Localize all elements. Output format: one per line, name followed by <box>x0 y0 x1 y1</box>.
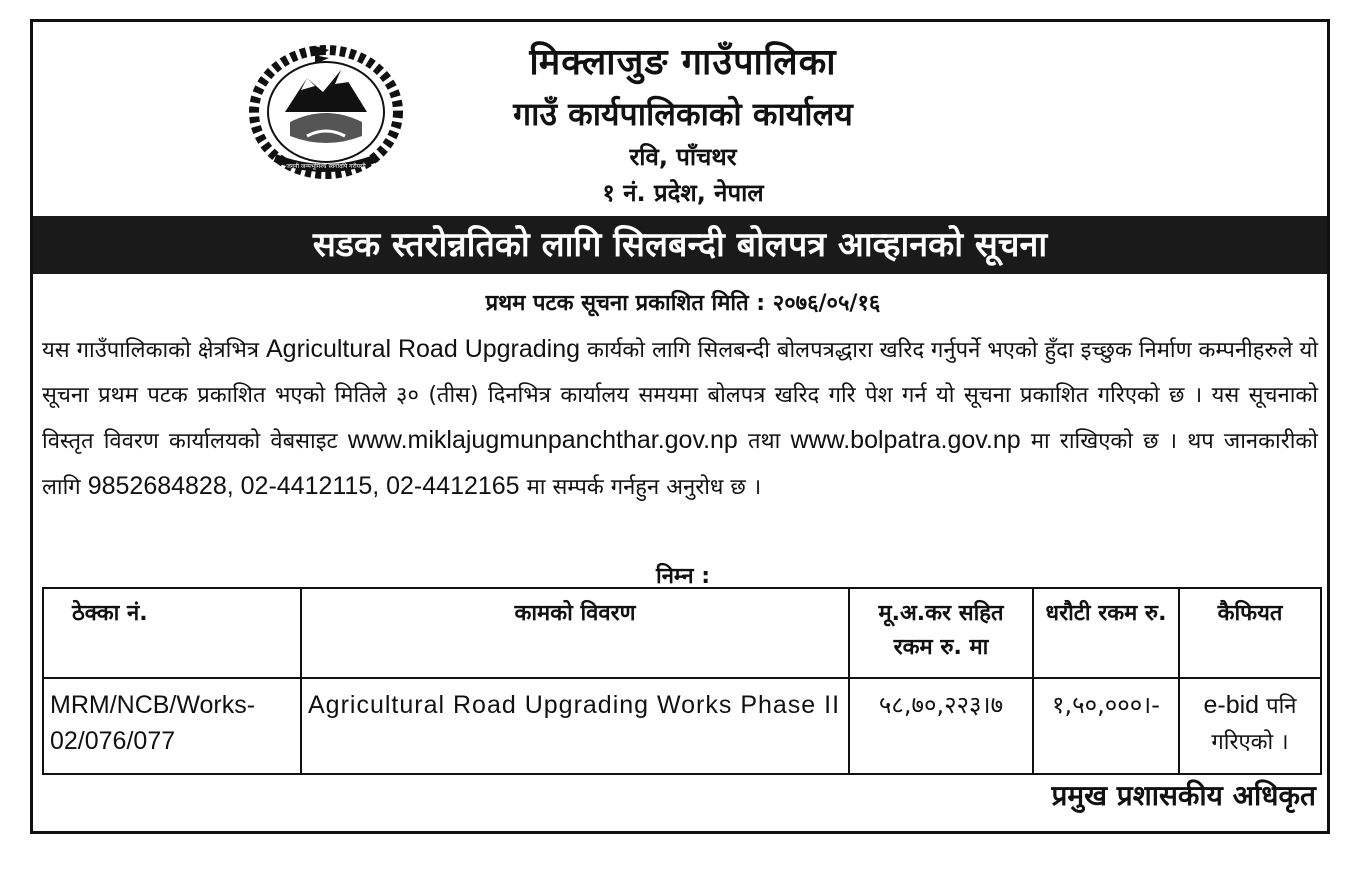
province-country: १ नं. प्रदेश, नेपाल <box>602 179 764 207</box>
table-row <box>43 678 1321 774</box>
notice-title-banner: सडक स्तरोन्नतिको लागि सिलबन्दी बोलपत्र आव्हानको सूचना <box>33 216 1327 274</box>
emblem-motto: जननी जन्मभूमिश्च स्वर्गादपि गरीयसी <box>286 163 366 170</box>
body-text-1: यस गाउँपालिकाको क्षेत्रभित्र <box>42 338 259 363</box>
cell-description: Agricultural Road Upgrading Works Phase II <box>301 678 849 774</box>
body-text-4: मा राखिएको छ । थप जानकारीको लागि <box>42 429 1319 500</box>
contact-phones: 9852684828, 02-4412115, 02-4412165 <box>87 472 520 500</box>
project-name-inline: Agricultural Road Upgrading <box>265 335 581 363</box>
table-header-row <box>43 588 1321 678</box>
remarks-ebid: e-bid <box>1203 691 1260 719</box>
cell-amount: ५८,७०,२२३।७ <box>849 678 1033 774</box>
remarks-text: पनि गरिएको । <box>1211 694 1297 755</box>
tender-table <box>42 587 1322 775</box>
cell-contract-no: MRM/NCB/Works-02/076/077 <box>43 678 301 774</box>
publish-date: प्रथम पटक सूचना प्रकाशित मिति : २०७६/०५/१६ <box>485 291 881 316</box>
body-text-5: मा सम्पर्क गर्नहुन अनुरोध छ । <box>526 475 762 500</box>
cell-deposit: १,५०,०००।- <box>1033 678 1179 774</box>
header-remarks: कैफियत <box>1179 588 1321 678</box>
office-location: रवि, पाँचथर <box>629 143 737 171</box>
table-caption: निम्न : <box>656 564 710 589</box>
notice-body <box>42 327 1318 510</box>
header-work-description: कामको विवरण <box>301 588 849 678</box>
header-amount: मू.अ.कर सहित रकम रु. मा <box>849 588 1033 678</box>
bolpatra-website-link[interactable]: www.bolpatra.gov.np <box>790 426 1021 454</box>
municipality-name: मिक्लाजुङ गाउँपालिका <box>529 42 837 83</box>
header-deposit: धरौटी रकम रु. <box>1033 588 1179 678</box>
body-text-2: कार्यको लागि सिलबन्दी बोलपत्रद्धारा खरिद गर्नुपर्ने भएको हुँदा इच्छुक निर्माण कम्पनीहरुले यो सूचना प्रथम पटक प्रकाशित भएको मितिले ३० (तीस) दिनभित्र कार्यालय समयमा बोलपत्र खरिद गरि पेश गर्न यो सूचना प्रकाशित गरिएको छ । यस सूचनाको विस्तृत विवरण कार्यालयको वेबसाइट <box>42 338 1319 454</box>
signatory-title: प्रमुख प्रशासकीय अधिकृत <box>1051 779 1316 812</box>
office-name: गाउँ कार्यपालिकाको कार्यालय <box>513 95 853 133</box>
body-text-3: तथा <box>748 429 781 454</box>
cell-remarks <box>1179 678 1321 774</box>
header-contract-no: ठेक्का नं. <box>43 588 301 678</box>
municipality-website-link[interactable]: www.miklajugmunpanchthar.gov.np <box>347 426 738 454</box>
